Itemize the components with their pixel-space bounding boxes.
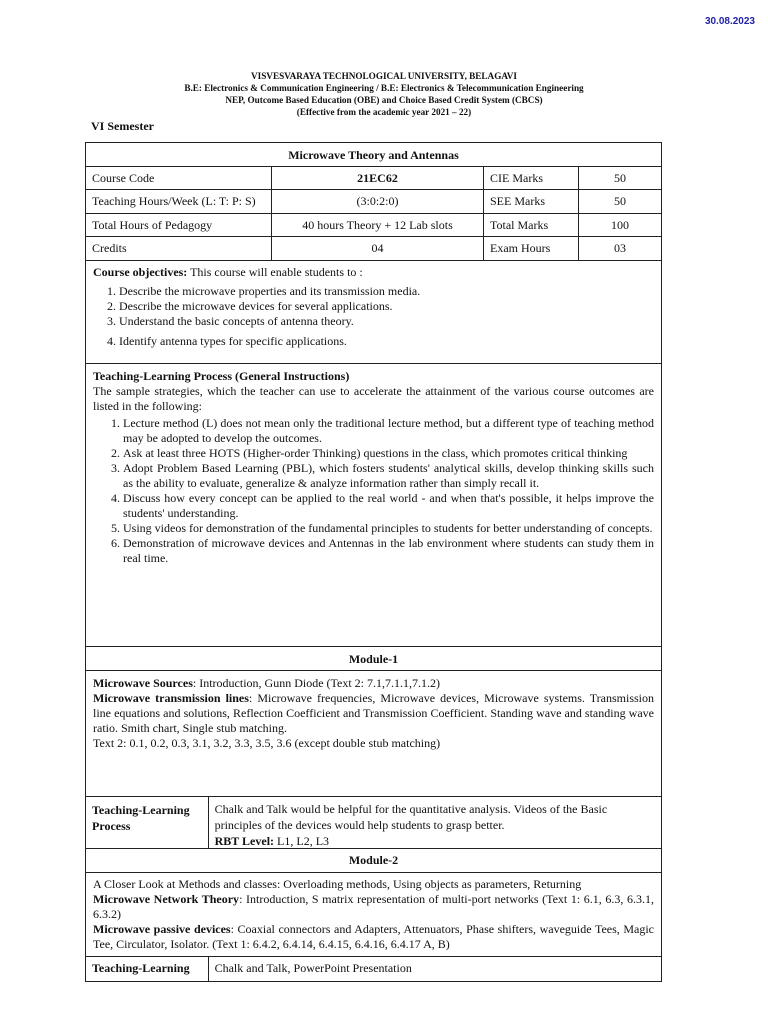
info-label: Credits [86, 237, 272, 260]
module-2-title-row [86, 849, 661, 873]
info-label: Course Code [86, 167, 272, 189]
info-label-2: Total Marks [484, 214, 579, 236]
objective-item: 1. Describe the microwave properties and its transmission media. [119, 284, 654, 299]
info-label: Total Hours of Pedagogy [86, 214, 272, 236]
module-1-rbt-text: L1, L2, L3 [274, 834, 330, 848]
tlp-intro: The sample strategies, which the teacher can use to accelerate the attainment of the various course outcomes are listed in the following: [93, 384, 654, 413]
module-2-network-text: : Introduction, S matrix representation of multi-port networks (Text 1: 6.1, 6.3, 6.3.1, 6.3.2) [93, 892, 654, 921]
module-2-closer-text: A Closer Look at Methods and classes: Overloading methods, Using objects as parameters, Returning [93, 877, 582, 891]
scheme-name: NEP, Outcome Based Education (OBE) and Choice Based Credit System (CBCS) [225, 95, 543, 105]
module-1-text-ref: Text 2: 0.1, 0.2, 0.3, 3.1, 3.2, 3.3, 3.5, 3.6 (except double stub matching) [93, 736, 441, 750]
tlp-section [86, 364, 661, 647]
info-value: 40 hours Theory + 12 Lab slots [272, 214, 484, 236]
objectives-heading: Course objectives: [93, 265, 188, 279]
course-title: Microwave Theory and Antennas [288, 148, 459, 162]
info-value-2: 50 [614, 194, 626, 208]
objectives-list [93, 284, 654, 349]
module-1-title-row [86, 647, 661, 671]
info-value: 21EC62 [272, 167, 484, 189]
module-1-tlp-content [209, 797, 661, 848]
info-row [86, 214, 661, 237]
tlp-item: 5. Using videos for demonstration of the fundamental principles to students for better understanding of concepts. [123, 521, 654, 536]
objectives-intro: This course will enable students to : [187, 265, 363, 279]
objectives-content [86, 261, 661, 363]
objective-item: 2. Describe the microwave devices for several applications. [119, 299, 654, 314]
objective-item: 4. Identify antenna types for specific applications. [119, 334, 654, 349]
module-2-content [86, 873, 661, 956]
syllabus-table [85, 142, 662, 982]
module-2-title: Module-2 [348, 853, 399, 867]
module-2-tlp-row [86, 957, 661, 981]
module-2-tlp-text: Chalk and Talk, PowerPoint Presentation [214, 961, 412, 975]
university-name: VISVESVARAYA TECHNOLOGICAL UNIVERSITY, BELAGAVI [250, 71, 518, 81]
info-label-2: CIE Marks [484, 167, 579, 189]
module-1-lines-text: : Microwave frequencies, Microwave devices, Microwave systems. Transmission line equations and solutions, Reflection Coefficient and Transmission Coefficient. Standing wave and standing wave ratio. Smith chart, Single stub matching. [93, 691, 654, 735]
module-2-tlp-label: Teaching-Learning [86, 957, 209, 981]
tlp-item: 2. Ask at least three HOTS (Higher-order Thinking) questions in the class, which promotes critical thinking [123, 446, 654, 461]
module-1-title: Module-1 [348, 652, 399, 666]
module-2-passive-label: Microwave passive devices [93, 922, 231, 936]
info-value-2: 03 [614, 241, 626, 255]
objective-item: 3. Understand the basic concepts of antenna theory. [119, 314, 654, 329]
module-1-sources-text: : Introduction, Gunn Diode (Text 2: 7.1,7.1.1,7.1.2) [192, 676, 440, 690]
module-1-content-row [86, 671, 661, 797]
module-1-lines-label: Microwave transmission lines [93, 691, 249, 705]
module-1-tlp-text: Chalk and Talk would be helpful for the quantitative analysis. Videos of the Basic principles of the devices would help students to grasp better. [214, 802, 608, 832]
program-name: B.E: Electronics & Communication Engineering / B.E: Electronics & Telecommunication Engineering [184, 83, 584, 93]
module-2-content-row [86, 873, 661, 957]
info-label: Teaching Hours/Week (L: T: P: S) [86, 190, 272, 213]
module-1-sources-label: Microwave Sources [93, 676, 193, 690]
tlp-item: 1. Lecture method (L) does not mean only the traditional lecture method, but a different type of teaching method may be adopted to develop the outcomes. [123, 416, 654, 446]
module-1-tlp-row [86, 797, 661, 849]
document-date: 30.08.2023 [704, 16, 755, 27]
module-1-content [86, 671, 661, 796]
tlp-item: 3. Adopt Problem Based Learning (PBL), which fosters students' analytical skills, develop thinking skills such as the ability to evaluate, generalize & analyze information rather than simply recall it. [123, 461, 654, 491]
info-row [86, 237, 661, 261]
effective-year: (Effective from the academic year 2021 – 22) [296, 107, 472, 117]
info-label-2: SEE Marks [484, 190, 579, 213]
university-header [0, 70, 768, 118]
tlp-item: 6. Demonstration of microwave devices and Antennas in the lab environment where students can study them in real time. [123, 536, 654, 566]
module-2-network-label: Microwave Network Theory [93, 892, 240, 906]
module-2-passive-text: : Coaxial connectors and Adapters, Attenuators, Phase shifters, waveguide Tees, Magic Tee, Circulator, Isolator. (Text 1: 6.4.2, 6.4.14, 6.4.15, 6.4.16, 6.4.17 A, B) [93, 922, 655, 951]
objectives-section [86, 261, 661, 364]
tlp-item: 4. Discuss how every concept can be applied to the real world - and when that's possible, it helps improve the students' understanding. [123, 491, 654, 521]
tlp-list [93, 416, 654, 566]
module-1-rbt-label: RBT Level: [214, 834, 275, 848]
info-row [86, 167, 661, 190]
semester-label: VI Semester [91, 119, 154, 133]
info-label-2: Exam Hours [484, 237, 579, 260]
course-title-row [86, 143, 661, 167]
module-1-tlp-label: Teaching-Learning Process [86, 797, 209, 848]
info-value-2: 50 [614, 171, 626, 185]
info-value: (3:0:2:0) [272, 190, 484, 213]
info-value-2: 100 [611, 218, 629, 232]
tlp-content [86, 364, 661, 646]
tlp-heading: Teaching-Learning Process (General Instructions) [93, 369, 350, 383]
info-row [86, 190, 661, 214]
info-value: 04 [272, 237, 484, 260]
